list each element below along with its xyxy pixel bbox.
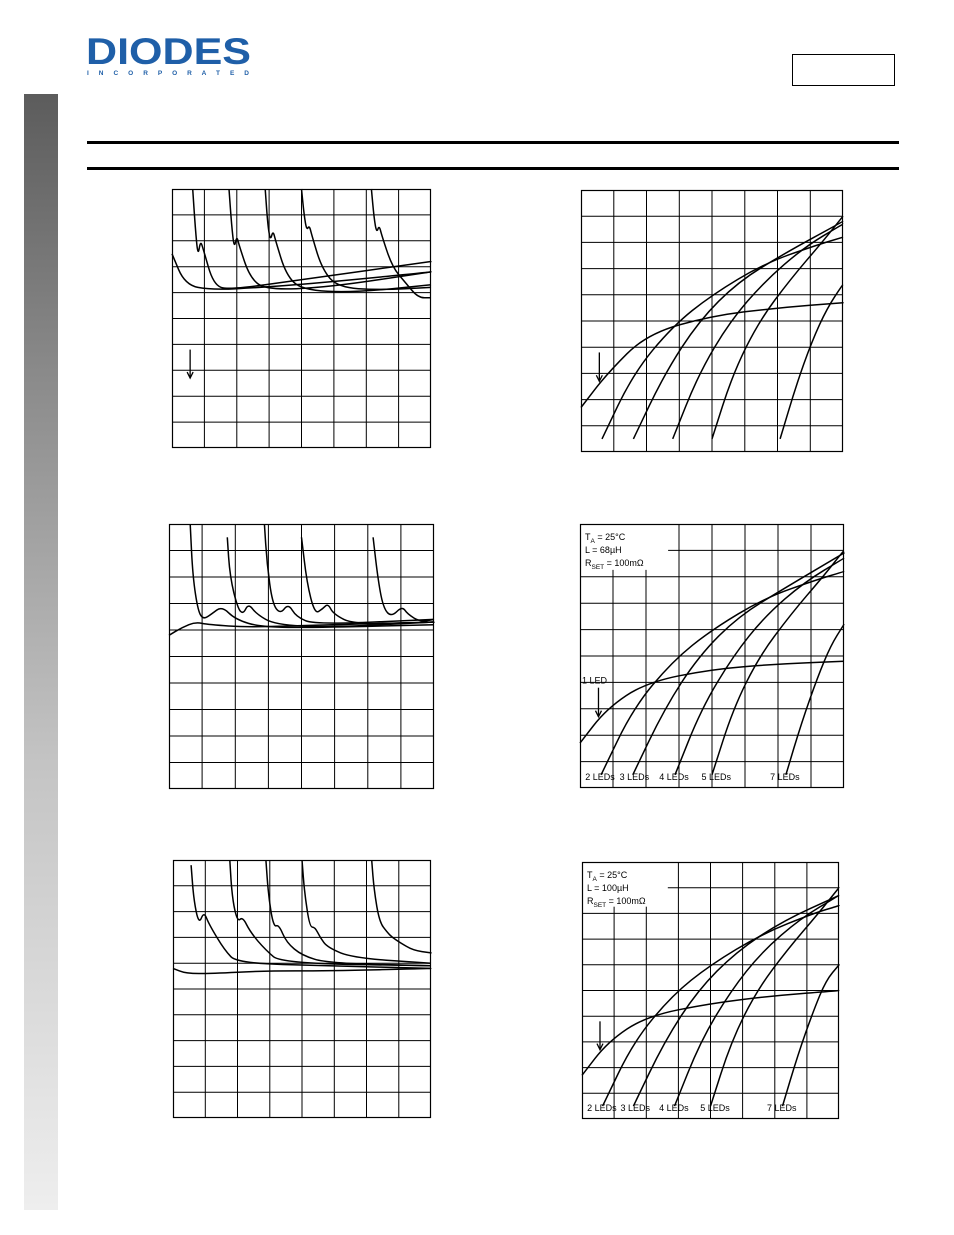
series-line-4 [675, 558, 844, 775]
series-line-2 [191, 865, 431, 968]
logo-word: DIODES [86, 34, 251, 72]
grid [172, 189, 431, 448]
series-line-3 [229, 189, 431, 289]
legend-sub: SET [593, 902, 607, 909]
diodes-logo [86, 34, 258, 78]
legend-main: L = 68µH [585, 545, 622, 555]
header-rule-bottom [87, 167, 899, 170]
side-bar [24, 94, 58, 1210]
legend-main: T [585, 532, 591, 542]
legend-main: T [587, 870, 593, 880]
legend-rest: = 25°C [594, 532, 626, 542]
bottom-label-2: 3 LEDs [619, 772, 650, 782]
chart-6 [582, 862, 839, 1119]
legend-rest: = 25°C [596, 870, 628, 880]
diodes-logo-art [86, 34, 258, 78]
series-line-4 [673, 224, 843, 439]
series-line-2 [193, 189, 431, 288]
series-line-4 [675, 895, 840, 1106]
series-line-3 [230, 860, 431, 966]
legend-sub: SET [591, 564, 605, 571]
chart-4 [580, 524, 844, 788]
series-line-6 [786, 624, 844, 775]
part-number-box [792, 54, 895, 86]
bottom-label-4: 5 LEDs [701, 772, 731, 782]
chart-1 [172, 189, 431, 448]
series-line-6 [783, 965, 840, 1106]
grid [173, 860, 431, 1118]
bottom-label-2: 3 LEDs [620, 1103, 651, 1113]
chart-svg [581, 190, 843, 452]
series-line-6 [373, 537, 434, 621]
legend-sub: A [592, 876, 597, 883]
chart-2 [581, 190, 843, 452]
series-line-4 [264, 524, 434, 623]
legend-line-2 [587, 883, 629, 893]
bottom-label-5: 7 LEDs [770, 772, 800, 782]
arrow-label: 1 LED [582, 675, 608, 686]
grid [169, 524, 434, 789]
legend-main: R [587, 896, 594, 906]
chart-svg [582, 862, 839, 1119]
bottom-label-1: 2 LEDs [585, 772, 615, 782]
logo-sub: I N C O R P O R A T E D [87, 70, 250, 77]
series-line-6 [371, 189, 431, 298]
series-line-6 [372, 860, 431, 953]
series-line-3 [633, 553, 844, 775]
legend-main: R [585, 558, 592, 568]
bottom-label-3: 4 LEDs [659, 1103, 689, 1113]
chart-5 [173, 860, 431, 1118]
chart-3 [169, 524, 434, 789]
legend-line-2 [585, 545, 622, 555]
legend-rest: = 100mΩ [606, 896, 646, 906]
series-line-2 [602, 237, 843, 439]
bottom-label-5: 7 LEDs [767, 1103, 797, 1113]
legend-sub: A [590, 538, 595, 545]
legend-rest: = 100mΩ [604, 558, 644, 568]
header-rule-top [87, 141, 899, 144]
bottom-label-4: 5 LEDs [700, 1103, 730, 1113]
bottom-label-3: 4 LEDs [659, 772, 689, 782]
grid [581, 190, 843, 452]
chart-svg [580, 524, 844, 788]
chart-svg [173, 860, 431, 1118]
series-line-4 [266, 860, 431, 966]
chart-svg [169, 524, 434, 789]
legend-main: L = 100µH [587, 883, 629, 893]
bottom-label-1: 2 LEDs [587, 1103, 617, 1113]
chart-svg [172, 189, 431, 448]
